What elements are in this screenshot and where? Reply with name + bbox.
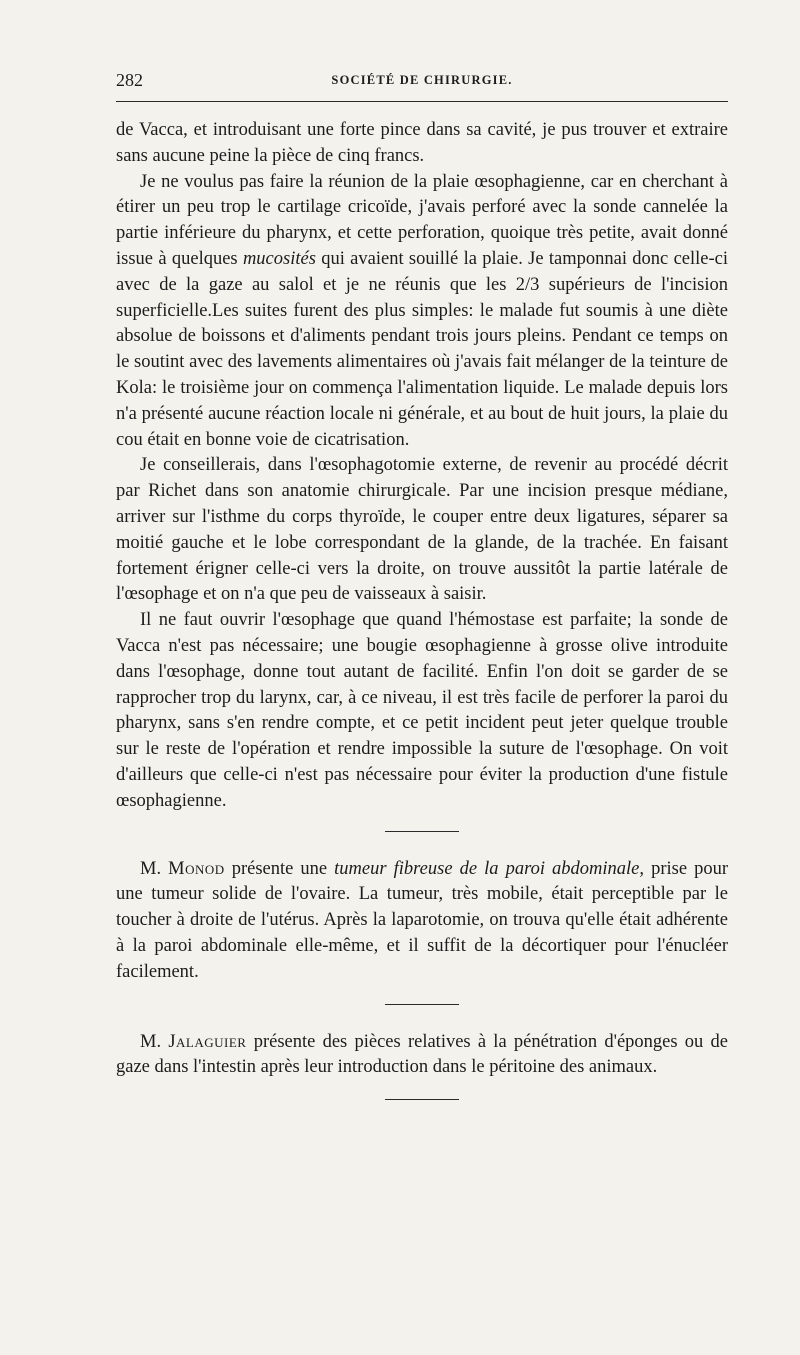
paragraph-suture: Je ne voulus pas faire la réunion de la plaie œsophagienne, car en cherchant à étirer un peu trop le cartilage cricoïde, j'avais perforé avec la sonde cannelée la partie inférieure du pharynx, et cette perforation, quoique très petite, avait donné issue à quelques mucosités qui avaient souillé la plaie. Je tamponnai donc celle-ci avec de la gaze au salol et je ne réunis que les 2/3 supérieurs de l'incision superficielle.Les suites furent des plus simples: le malade fut soumis à une diète absolue de boissons et d'aliments pendant trois jours pleins. Pendant ce temps on le soutint avec des lavements alimentaires où j'avais fait mélanger de la teinture de Kola: le troisième jour on commença l'alimentation liquide. Le malade depuis lors n'a présenté aucune réaction locale ni générale, et au bout de huit jours, la plaie du cou était en bonne voie de cicatrisation.	[116, 171, 728, 450]
section-separator	[385, 831, 459, 832]
author-name: Jalaguier	[168, 1031, 247, 1052]
page-number: 282	[116, 70, 143, 90]
paragraph-advice: Il ne faut ouvrir l'œsophage que quand l'hémostase est parfaite; la sonde de Vacca n'est pas nécessaire; une bougie œsophagienne à grosse olive introduite dans l'œsophage, donne tout autant de facilité. Enfin l'on doit se garder de se rapprocher trop du larynx, car, à ce niveau, il est très facile de perforer la paroi du pharynx, sans s'en rendre compte, et ce petit incident peut jeter quelque trouble sur le reste de l'opération et rendre impossible la suture de l'œsophage. On voit d'ailleurs que celle-ci n'est pas nécessaire pour éviter la production d'une fistule œsophagienne.	[116, 610, 728, 811]
running-title: SOCIÉTÉ DE CHIRURGIE.	[331, 73, 513, 87]
paragraph-monod: M. Monod présente une tumeur fibreuse de la paroi abdominale, prise pour une tumeur solide de l'ovaire. La tumeur, très mobile, était perceptible par le toucher à droite de l'utérus. Après la laparotomie, on trouva qu'elle était adhérente à la paroi abdominale elle-même, et il suffit de la décortiquer pour l'énucléer facilement.	[116, 858, 728, 982]
section-separator	[385, 1099, 459, 1100]
italic-term: mucosités	[242, 248, 316, 269]
running-head	[116, 70, 728, 94]
author-name: Monod	[168, 858, 225, 879]
header-rule	[116, 101, 728, 102]
paragraph-jalaguier: M. Jalaguier présente des pièces relatives à la pénétration d'éponges ou de gaze dans l'intestin après leur introduction dans le péritoine des animaux.	[116, 1031, 729, 1078]
body-text	[116, 118, 728, 1125]
section-separator	[385, 1004, 459, 1005]
paragraph-procedure: Je conseillerais, dans l'œsophagotomie externe, de revenir au procédé décrit par Richet dans son anatomie chirurgicale. Par une incision presque médiane, arriver sur l'isthme du corps thyroïde, le couper entre deux ligatures, séparer sa moitié gauche et le lobe correspondant de la glande, de la trachée. En faisant fortement érigner celle-ci vers la droite, on trouve aussitôt la partie latérale de l'œsophage et on n'a que peu de vaisseaux à saisir.	[116, 455, 728, 605]
paragraph-continuation: de Vacca, et introduisant une forte pince dans sa cavité, je pus trouver et extraire sans aucune peine la pièce de cinq francs.	[116, 120, 728, 166]
italic-title: tumeur fibreuse de la paroi abdominale,	[334, 858, 645, 879]
